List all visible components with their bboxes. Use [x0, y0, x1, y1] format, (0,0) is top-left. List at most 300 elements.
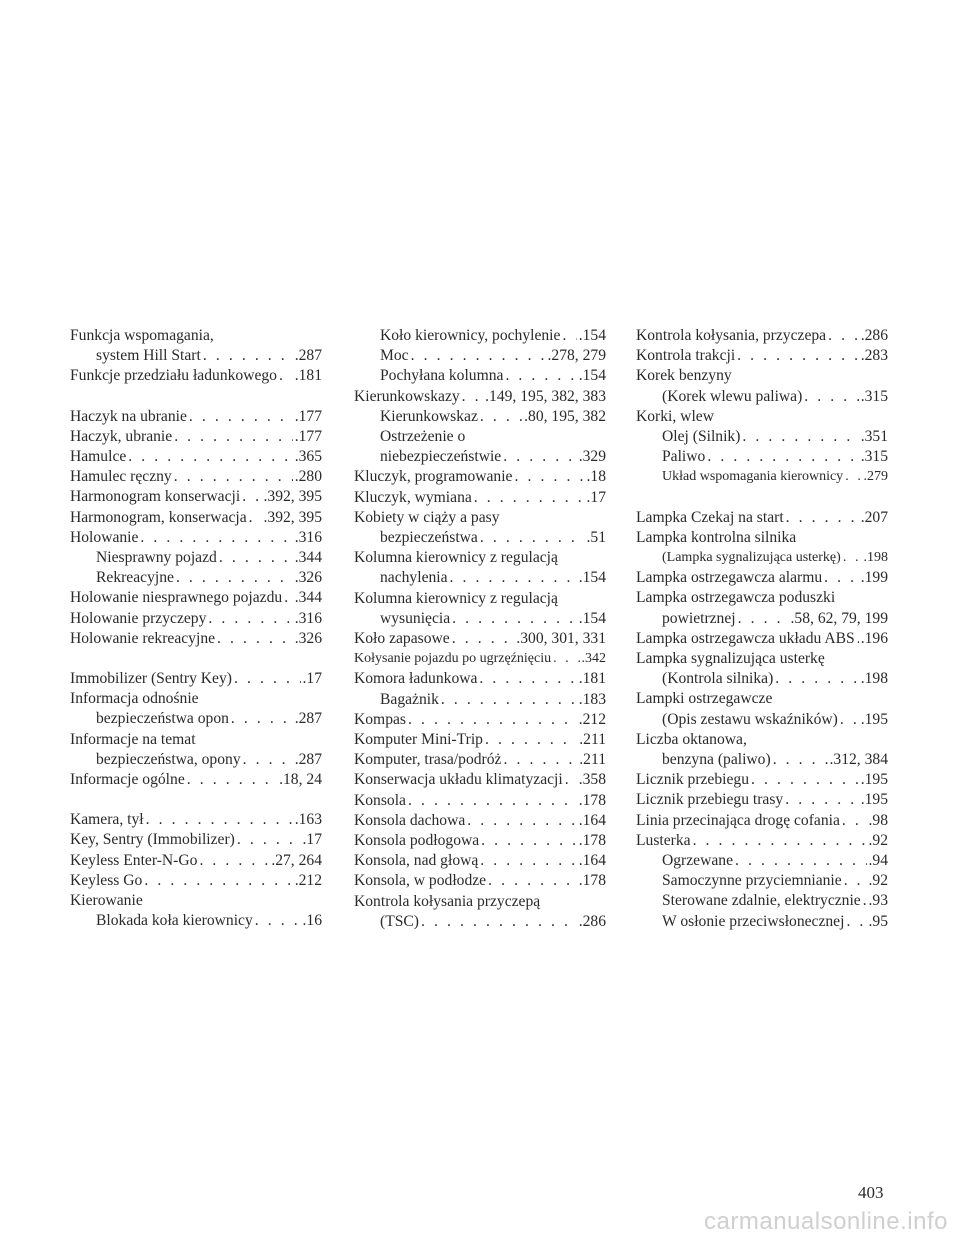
dot-leader [234, 669, 301, 689]
index-page-refs: .312, 384 [829, 751, 888, 769]
index-term: powietrznej [662, 609, 736, 627]
index-entry [354, 508, 606, 548]
index-term: Bagażnik [380, 690, 439, 708]
dot-leader [474, 488, 585, 508]
index-term: Informacja odnośnie [70, 690, 199, 708]
index-term: benzyna (paliwo) [662, 751, 771, 769]
index-entry [636, 790, 888, 810]
section-gap [70, 387, 322, 407]
index-subline [636, 548, 888, 568]
index-entry [354, 326, 606, 346]
index-term: niebezpieczeństwie [380, 448, 502, 466]
index-entry [636, 831, 888, 851]
dot-leader [514, 467, 584, 487]
index-term: Pochyłana kolumna [380, 367, 504, 385]
index-term: Hamulce [70, 448, 127, 466]
dot-leader [452, 629, 515, 649]
index-subline [636, 891, 888, 911]
index-entry [636, 871, 888, 891]
index-column-2 [354, 326, 606, 932]
index-term: Konsola podłogowa [354, 832, 480, 850]
index-entry [354, 427, 606, 467]
index-entry [636, 447, 888, 467]
dot-leader [450, 568, 577, 588]
index-page-refs: .392, 395 [263, 508, 322, 526]
section-gap [70, 649, 322, 669]
watermark: carmanualsonline.info [704, 1208, 948, 1235]
index-line [70, 810, 322, 830]
index-page-refs: .211 [579, 731, 606, 749]
dot-leader [187, 770, 277, 790]
index-entry [354, 770, 606, 790]
index-page-refs: .280 [294, 468, 322, 486]
index-term: Keyless Enter-N-Go [70, 851, 198, 869]
dot-leader [467, 811, 576, 831]
index-page-refs: .287 [294, 710, 322, 728]
index-page-refs: .98 [868, 811, 888, 829]
index-term: Funkcje przedziału ładunkowego [70, 367, 277, 385]
index-entry [354, 851, 606, 871]
index-subline [636, 467, 888, 487]
index-page-refs: .392, 395 [263, 488, 322, 506]
index-entry [70, 689, 322, 729]
index-line [354, 871, 606, 891]
dot-leader [775, 669, 858, 689]
index-term: Kluczyk, programowanie [354, 468, 513, 486]
index-entry [636, 588, 888, 628]
index-term: Kamera, tył [70, 811, 144, 829]
index-entry [636, 811, 888, 831]
dot-leader [441, 690, 577, 710]
index-entry [354, 811, 606, 831]
dot-leader [840, 710, 859, 730]
index-entry [354, 710, 606, 730]
index-term: Niesprawny pojazd [96, 549, 217, 567]
index-subline [70, 568, 322, 588]
index-line [354, 831, 606, 851]
index-subline [70, 750, 322, 770]
index-entry [636, 407, 888, 447]
index-line [636, 588, 888, 608]
index-page-refs: .344 [294, 549, 322, 567]
index-term: Układ wspomagania kierownicy [662, 469, 844, 485]
dot-leader [208, 609, 292, 629]
index-subline [354, 366, 606, 386]
index-page-refs: .154 [578, 569, 606, 587]
index-term: Kontrola trakcji [636, 347, 736, 365]
index-term: Koło zapasowe [354, 630, 450, 648]
index-subline [636, 851, 888, 871]
index-entry [70, 669, 322, 689]
index-page-refs: .211 [579, 751, 606, 769]
index-term: Lampka Czekaj na start [636, 508, 784, 526]
index-page-refs: .93 [868, 892, 888, 910]
index-page-refs: .326 [294, 569, 322, 587]
index-line [70, 407, 322, 427]
dot-leader [503, 447, 576, 467]
index-line [354, 851, 606, 871]
index-page-refs: .164 [578, 811, 606, 829]
index-term: Harmonogram konserwacji [70, 488, 241, 506]
dot-leader [553, 649, 579, 669]
index-page-refs: .326 [294, 629, 322, 647]
index-line [70, 851, 322, 871]
dot-leader [480, 528, 585, 548]
index-entry [354, 467, 606, 487]
index-line [354, 488, 606, 508]
index-line [354, 811, 606, 831]
index-term: Lusterka [636, 831, 691, 849]
index-page-refs: .17 [302, 670, 322, 688]
dot-leader [751, 770, 859, 790]
index-term: Paliwo [662, 448, 706, 466]
index-subline [354, 528, 606, 548]
index-line [354, 508, 606, 528]
index-term: Lampka ostrzegawcza poduszki [636, 589, 836, 607]
index-line [70, 689, 322, 709]
index-page-refs: .300, 301, 331 [516, 630, 606, 648]
dot-leader [128, 447, 292, 467]
dot-leader [735, 851, 867, 871]
dot-leader [217, 629, 293, 649]
index-term: Rekreacyjne [96, 569, 174, 587]
index-line [354, 892, 606, 912]
index-page-refs: .154 [578, 327, 606, 344]
index-line [354, 750, 606, 770]
index-page-refs: .195 [860, 771, 888, 789]
dot-leader [174, 467, 293, 487]
index-page-refs: .287 [294, 347, 322, 365]
dot-leader [249, 508, 262, 528]
index-term: W osłonie przeciwsłonecznej [662, 912, 845, 930]
index-line [70, 891, 322, 911]
index-term: bezpieczeństwa [380, 529, 478, 547]
dot-leader [462, 387, 483, 407]
index-term: Immobilizer (Sentry Key) [70, 670, 232, 688]
index-line [636, 730, 888, 750]
index-term: Kierunkowskaz [380, 407, 478, 425]
index-page-refs: .80, 195, 382 [524, 407, 606, 425]
dot-leader [411, 346, 546, 366]
index-term: Holowanie niesprawnego pojazdu [70, 589, 283, 607]
index-line [354, 770, 606, 790]
dot-leader [219, 548, 293, 568]
index-entry [354, 750, 606, 770]
index-entry [636, 891, 888, 911]
index-entry [354, 791, 606, 811]
index-line [636, 649, 888, 669]
index-page-refs: .344 [294, 589, 322, 607]
index-term: bezpieczeństwa, opony [96, 750, 241, 768]
index-term: Informacje na temat [70, 730, 196, 748]
index-entry [636, 730, 888, 770]
index-subline [354, 609, 606, 629]
dot-leader [242, 487, 261, 507]
index-term: Lampka ostrzegawcza alarmu [636, 569, 823, 587]
dot-leader [479, 669, 576, 689]
dot-leader [786, 508, 859, 528]
index-entry [70, 830, 322, 850]
index-entry [70, 810, 322, 830]
dot-leader [804, 387, 858, 407]
dot-leader [421, 912, 577, 932]
index-page-refs: .18 [586, 468, 606, 486]
index-line [636, 790, 888, 810]
index-term: Komora ładunkowa [354, 670, 478, 688]
index-subline [70, 911, 322, 931]
index-line [636, 770, 888, 790]
index-entry [636, 770, 888, 790]
index-entry [354, 346, 606, 366]
dot-leader [565, 770, 577, 790]
index-entry [70, 427, 322, 447]
index-entry [354, 892, 606, 932]
index-page-refs: .286 [578, 912, 606, 930]
index-entry [636, 508, 888, 528]
index-page-refs: .212 [578, 710, 606, 728]
dot-leader [785, 790, 858, 810]
index-line [70, 508, 322, 528]
index-subline [354, 568, 606, 588]
page-number: 403 [858, 1183, 884, 1202]
index-term: Konsola dachowa [354, 811, 466, 829]
index-term: Licznik przebiegu trasy [636, 791, 784, 809]
index-subline [354, 912, 606, 932]
index-entry [354, 387, 606, 407]
index-page-refs: .212 [294, 871, 322, 889]
index-line [70, 427, 322, 447]
index-term: Liczba oktanowa, [636, 730, 747, 748]
index-subline [354, 407, 606, 427]
dot-leader [279, 366, 293, 386]
index-term: Ogrzewane [662, 852, 733, 870]
index-entry [636, 689, 888, 729]
index-page-refs: .315 [860, 387, 888, 405]
index-page-refs: .17 [586, 488, 606, 506]
index-page-refs: .329 [578, 448, 606, 466]
dot-leader [773, 750, 828, 770]
index-term: Licznik przebiegu [636, 771, 750, 789]
index-entry [636, 366, 888, 406]
dot-leader [203, 346, 293, 366]
index-term: Kontrola kołysania, przyczepa [636, 327, 827, 344]
dot-leader [189, 407, 293, 427]
index-term: Hamulec ręczny [70, 468, 172, 486]
dot-leader [846, 912, 866, 932]
index-subline [354, 427, 606, 447]
dot-leader [824, 568, 859, 588]
index-entry [70, 891, 322, 931]
index-line [70, 326, 322, 346]
index-page-refs: .181 [294, 367, 322, 385]
dot-leader [842, 811, 867, 831]
index-term: Komputer Mini-Trip [354, 731, 483, 749]
index-term: (Opis zestawu wskaźników) [662, 710, 838, 728]
index-subline [636, 427, 888, 447]
index-page-refs: .92 [868, 831, 888, 849]
index-entry [354, 831, 606, 851]
index-term: (Lampka sygnalizująca usterkę) [662, 550, 841, 566]
index-page-refs: .183 [578, 690, 606, 708]
index-term: Lampka ostrzegawcza układu ABS [636, 629, 855, 647]
index-column-1 [70, 326, 322, 931]
index-entry [354, 548, 606, 588]
index-term: Kontrola kołysania przyczepą [354, 892, 541, 910]
index-page-refs: .58, 62, 79, 199 [790, 609, 888, 627]
index-term: nachylenia [380, 569, 448, 587]
dot-leader [742, 427, 858, 447]
index-entry [70, 407, 322, 427]
index-term: Blokada koła kierownicy [96, 912, 253, 930]
index-entry [70, 487, 322, 507]
index-entry [636, 912, 888, 932]
index-term: Koło kierownicy, pochylenie [380, 327, 561, 344]
index-page-refs: .195 [860, 791, 888, 809]
index-term: Funkcja wspomagania, [70, 327, 214, 344]
index-entry [70, 770, 322, 790]
index-line [70, 669, 322, 689]
index-entry [70, 467, 322, 487]
index-page-refs: .163 [294, 811, 322, 829]
index-subline [354, 690, 606, 710]
index-line [636, 831, 888, 851]
index-line [354, 387, 606, 407]
index-line [354, 669, 606, 689]
index-term: Konsola [354, 791, 406, 809]
dot-leader [284, 588, 293, 608]
index-entry [70, 528, 322, 548]
index-line [70, 830, 322, 850]
index-entry [354, 649, 606, 669]
index-subline [354, 326, 606, 346]
dot-leader [481, 831, 577, 851]
index-subline [354, 346, 606, 366]
index-entry [70, 588, 322, 608]
index-term: Keyless Go [70, 871, 143, 889]
index-page-refs: .17 [302, 831, 322, 849]
index-line [354, 649, 606, 669]
index-page-refs: .286 [860, 327, 888, 344]
dot-leader [503, 750, 577, 770]
index-subline [354, 447, 606, 467]
index-term: Konserwacja układu klimatyzacji [354, 771, 563, 789]
index-entry [70, 730, 322, 770]
index-entry [70, 548, 322, 568]
index-subline [636, 669, 888, 689]
index-entry [636, 528, 888, 568]
index-term: Olej (Silnik) [662, 428, 741, 446]
dot-leader [146, 810, 293, 830]
index-entry [354, 488, 606, 508]
index-subline [636, 609, 888, 629]
index-entry [636, 326, 888, 346]
index-page-refs: .95 [868, 912, 888, 930]
index-line [70, 366, 322, 386]
index-page-refs: .358 [578, 771, 606, 789]
index-page-refs: .27, 264 [271, 851, 322, 869]
index-term: (Kontrola silnika) [662, 670, 774, 688]
dot-leader [408, 791, 577, 811]
index-entry [636, 851, 888, 871]
index-page-refs: .207 [860, 508, 888, 526]
index-page-refs: .149, 195, 382, 383 [485, 387, 606, 405]
index-term: Sterowane zdalnie, elektrycznie [662, 892, 861, 910]
index-page-refs: .178 [578, 791, 606, 809]
index-subline [70, 548, 322, 568]
dot-leader [844, 871, 867, 891]
index-page-refs: .154 [578, 367, 606, 385]
section-gap [70, 790, 322, 810]
index-subline [70, 346, 322, 366]
dot-leader [707, 447, 858, 467]
index-page-refs: .51 [586, 529, 606, 547]
index-subline [636, 871, 888, 891]
index-term: Kolumna kierownicy z regulacją [354, 589, 558, 607]
index-term: Moc [380, 347, 409, 365]
index-line [70, 447, 322, 467]
index-term: Kobiety w ciąży a pasy [354, 508, 500, 526]
index-subline [636, 750, 888, 770]
index-term: Linia przecinająca drogę cofania [636, 811, 840, 829]
index-page-refs: .92 [868, 872, 888, 890]
index-term: (Korek wlewu paliwa) [662, 387, 803, 405]
index-page-refs: .365 [294, 448, 322, 466]
index-term: Konsola, nad głową [354, 852, 479, 870]
index-line [354, 467, 606, 487]
dot-leader [505, 366, 576, 386]
index-page-refs: .198 [863, 550, 888, 566]
dot-leader [480, 851, 576, 871]
index-term: Konsola, w podłodze [354, 872, 487, 890]
index-page-refs: .164 [578, 852, 606, 870]
dot-leader [863, 891, 867, 911]
index-line [636, 528, 888, 548]
index-term: Kierunkowskazy [354, 387, 460, 405]
index-line [70, 770, 322, 790]
index-entry [636, 346, 888, 366]
index-entry [70, 366, 322, 386]
index-term: Informacje ogólne [70, 771, 185, 789]
index-entry [636, 568, 888, 588]
index-page-refs: .351 [860, 428, 888, 446]
index-term: Ostrzeżenie o [380, 428, 466, 446]
index-page-refs: .199 [860, 569, 888, 587]
dot-leader [255, 911, 301, 931]
index-term: Komputer, trasa/podróż [354, 751, 502, 769]
index-line [354, 710, 606, 730]
index-line [70, 629, 322, 649]
index-page-refs: .287 [294, 750, 322, 768]
index-line [70, 467, 322, 487]
index-entry [354, 629, 606, 649]
index-entry [636, 467, 888, 487]
index-page-refs: .177 [294, 427, 322, 445]
index-page-refs: .181 [578, 670, 606, 688]
index-entry [354, 366, 606, 386]
index-term: Samoczynne przyciemnianie [662, 872, 842, 890]
index-term: wysunięcia [380, 609, 451, 627]
index-line [70, 730, 322, 750]
index-term: Kierowanie [70, 892, 143, 910]
index-entry [636, 649, 888, 689]
dot-leader [231, 709, 293, 729]
index-term: Kluczyk, wymiana [354, 488, 472, 506]
dot-leader [828, 326, 859, 346]
index-page-refs: .279 [863, 469, 888, 485]
dot-leader [485, 730, 577, 750]
index-term: bezpieczeństwa opon [96, 710, 229, 728]
index-line [636, 407, 888, 427]
